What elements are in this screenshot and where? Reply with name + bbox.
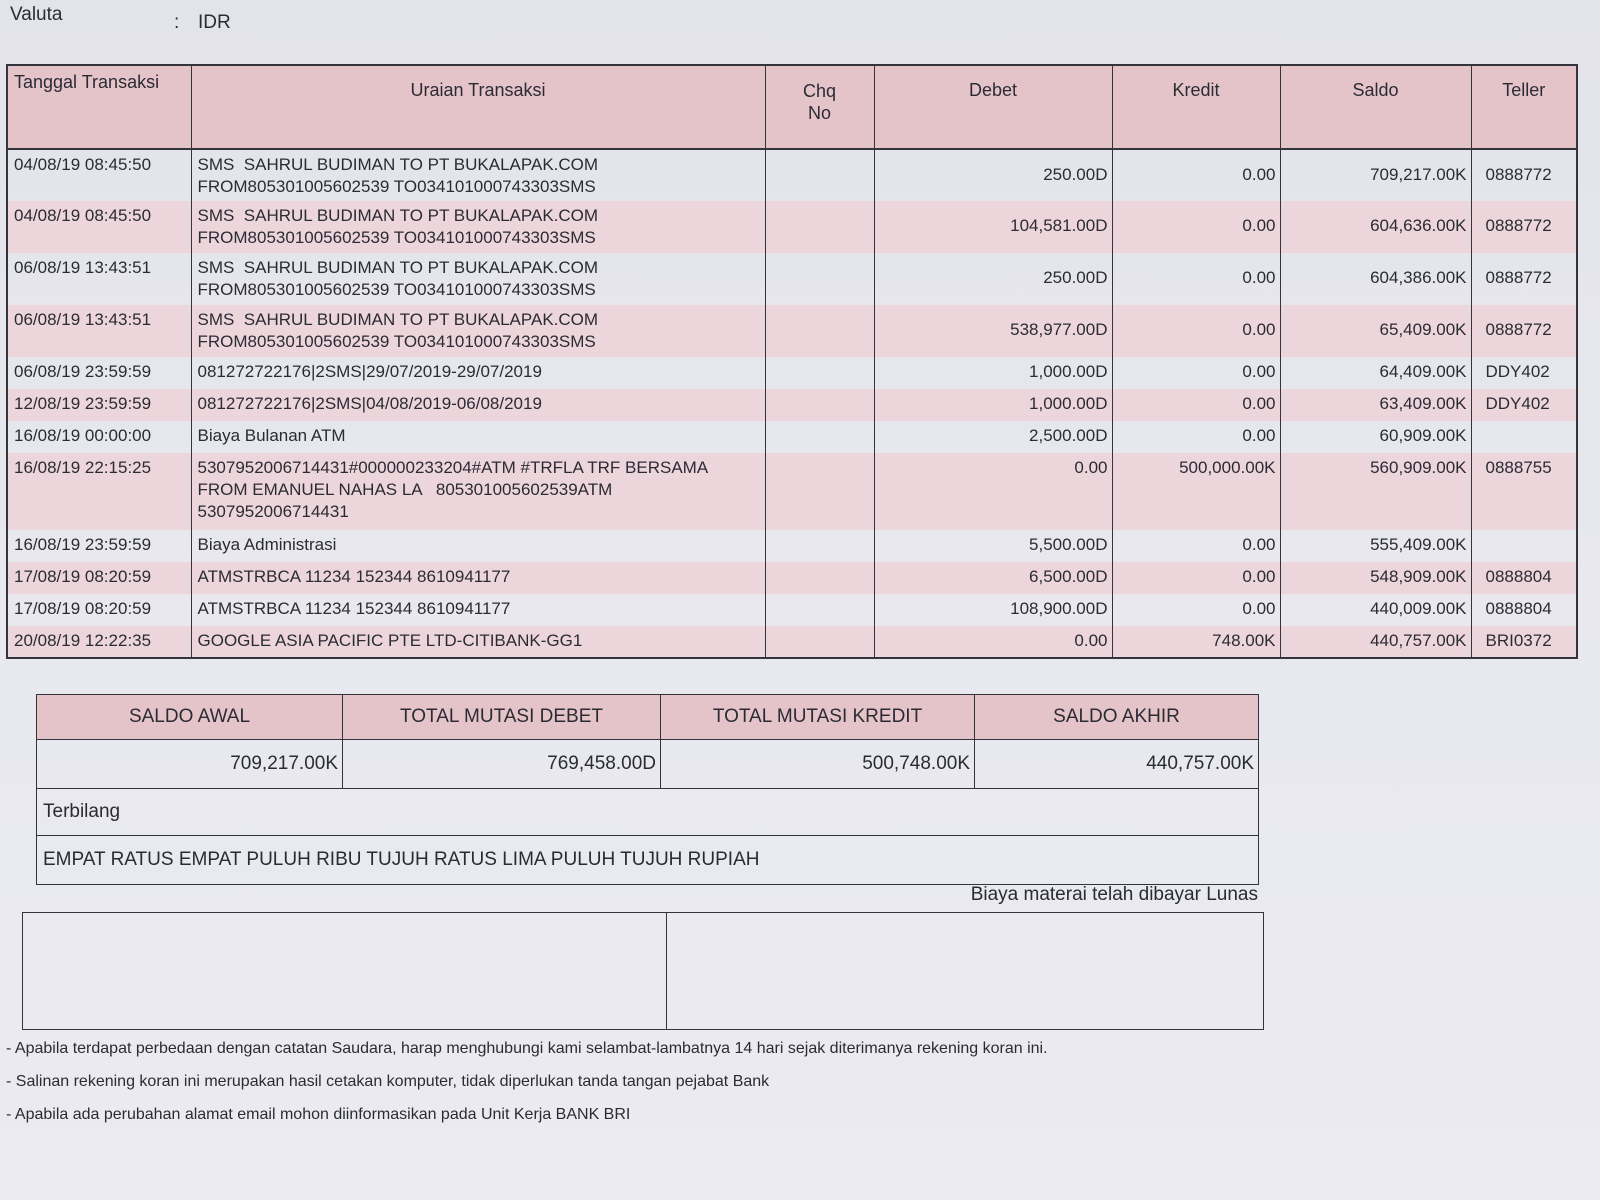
description-line: SMS SAHRUL BUDIMAN TO PT BUKALAPAK.COM [197,310,599,329]
transaction-description [191,530,765,562]
transaction-debit: 250.00D [874,149,1112,201]
transaction-date: 06/08/19 23:59:59 [7,357,191,389]
description-line: FROM805301005602539 TO034101000743303SMS [197,332,596,351]
summary-header-row [37,695,1259,740]
transaction-credit: 0.00 [1112,201,1280,253]
transaction-balance: 604,386.00K [1280,253,1471,305]
transaction-teller: 0888772 [1471,149,1577,201]
summary-saldo-akhir: 440,757.00K [975,740,1259,789]
description-line: SMS SAHRUL BUDIMAN TO PT BUKALAPAK.COM [197,206,599,225]
transaction-teller [1471,530,1577,562]
transaction-chq-no [765,357,874,389]
transaction-description [191,305,765,357]
transaction-date: 06/08/19 13:43:51 [7,253,191,305]
terbilang-text: EMPAT RATUS EMPAT PULUH RIBU TUJUH RATUS LIMA PULUH TUJUH RUPIAH [37,836,1259,885]
valuta-label: Valuta [10,4,63,25]
summary-header-total-debit: TOTAL MUTASI DEBET [343,695,661,740]
description-line: 081272722176|2SMS|29/07/2019-29/07/2019 [197,362,542,381]
description-line: 5307952006714431#000000233204#ATM #TRFLA TRF BERSAMA [197,458,709,477]
description-line: SMS SAHRUL BUDIMAN TO PT BUKALAPAK.COM [197,258,599,277]
transaction-row [7,421,1577,453]
terbilang-label: Terbilang [37,789,1259,836]
transaction-row [7,201,1577,253]
header-balance: Saldo [1280,65,1471,149]
transaction-date: 16/08/19 00:00:00 [7,421,191,453]
footnote: - Apabila ada perubahan alamat email mohon diinformasikan pada Unit Kerja BANK BRI [6,1106,631,1123]
transaction-teller: DDY402 [1471,357,1577,389]
transaction-teller: 0888772 [1471,253,1577,305]
transaction-description [191,357,765,389]
description-line: 5307952006714431 [197,502,349,521]
footnote: - Salinan rekening koran ini merupakan hasil cetakan komputer, tidak diperlukan tanda tangan pejabat Bank [6,1073,770,1090]
transaction-chq-no [765,453,874,530]
transaction-credit: 0.00 [1112,421,1280,453]
transaction-balance: 548,909.00K [1280,562,1471,594]
transaction-chq-no [765,149,874,201]
transaction-date: 16/08/19 22:15:25 [7,453,191,530]
transaction-chq-no [765,594,874,626]
transaction-teller: BRI0372 [1471,626,1577,658]
transaction-teller: 0888755 [1471,453,1577,530]
summary-table [36,694,1259,885]
valuta-separator: : [174,12,180,33]
signature-boxes [22,912,1264,1030]
transaction-chq-no [765,530,874,562]
transaction-chq-no [765,305,874,357]
description-line: ATMSTRBCA 11234 152344 8610941177 [197,567,511,586]
transaction-credit: 0.00 [1112,357,1280,389]
header-debit: Debet [874,65,1112,149]
transaction-date: 06/08/19 13:43:51 [7,305,191,357]
transaction-credit: 0.00 [1112,305,1280,357]
transaction-description [191,253,765,305]
transaction-description [191,149,765,201]
transaction-date: 17/08/19 08:20:59 [7,594,191,626]
transaction-balance: 63,409.00K [1280,389,1471,421]
description-line: Biaya Administrasi [197,535,337,554]
transaction-row [7,149,1577,201]
transaction-table-header [7,65,1577,149]
summary-saldo-awal: 709,217.00K [37,740,343,789]
materai-note: Biaya materai telah dibayar Lunas [970,884,1258,905]
description-line: FROM805301005602539 TO034101000743303SMS [197,280,596,299]
description-line: FROM805301005602539 TO034101000743303SMS [197,228,596,247]
transaction-teller: 0888804 [1471,562,1577,594]
header-row [7,65,1577,149]
transaction-description [191,421,765,453]
transaction-balance: 60,909.00K [1280,421,1471,453]
transaction-debit: 1,000.00D [874,357,1112,389]
description-line: GOOGLE ASIA PACIFIC PTE LTD-CITIBANK-GG1 [197,631,583,650]
summary-header-saldo-awal: SALDO AWAL [37,695,343,740]
transaction-debit: 5,500.00D [874,530,1112,562]
signature-box-right [667,913,1263,1029]
description-line: ATMSTRBCA 11234 152344 8610941177 [197,599,511,618]
transaction-balance: 65,409.00K [1280,305,1471,357]
transaction-date: 17/08/19 08:20:59 [7,562,191,594]
transaction-teller: DDY402 [1471,389,1577,421]
transaction-row [7,562,1577,594]
transaction-row [7,357,1577,389]
transaction-credit: 0.00 [1112,253,1280,305]
transaction-balance: 560,909.00K [1280,453,1471,530]
transaction-balance: 64,409.00K [1280,357,1471,389]
transaction-description [191,594,765,626]
transaction-table [6,64,1578,659]
description-line: Biaya Bulanan ATM [197,426,346,445]
transaction-chq-no [765,253,874,305]
transaction-debit: 1,000.00D [874,389,1112,421]
transaction-teller [1471,421,1577,453]
transaction-balance: 440,009.00K [1280,594,1471,626]
summary-total-credit: 500,748.00K [661,740,975,789]
transaction-chq-no [765,201,874,253]
valuta-value: IDR [198,12,231,33]
header-teller: Teller [1471,65,1577,149]
transaction-chq-no [765,626,874,658]
transaction-balance: 440,757.00K [1280,626,1471,658]
transaction-teller: 0888772 [1471,305,1577,357]
transaction-balance: 555,409.00K [1280,530,1471,562]
transaction-row [7,253,1577,305]
transaction-chq-no [765,562,874,594]
description-line: SMS SAHRUL BUDIMAN TO PT BUKALAPAK.COM [197,155,599,174]
transaction-date: 12/08/19 23:59:59 [7,389,191,421]
description-line: FROM805301005602539 TO034101000743303SMS [197,177,596,196]
description-line: FROM EMANUEL NAHAS LA 805301005602539ATM [197,480,613,499]
header-credit: Kredit [1112,65,1280,149]
terbilang-label-row [37,789,1259,836]
transaction-description [191,626,765,658]
description-line: 081272722176|2SMS|04/08/2019-06/08/2019 [197,394,542,413]
transaction-teller: 0888772 [1471,201,1577,253]
transaction-credit: 0.00 [1112,149,1280,201]
transaction-date: 20/08/19 12:22:35 [7,626,191,658]
transaction-balance: 604,636.00K [1280,201,1471,253]
transaction-debit: 108,900.00D [874,594,1112,626]
transaction-description [191,453,765,530]
header-chq-line1: Chq [802,81,837,101]
transaction-row [7,626,1577,658]
summary-header-total-credit: TOTAL MUTASI KREDIT [661,695,975,740]
transaction-row [7,453,1577,530]
transaction-row [7,594,1577,626]
transaction-chq-no [765,421,874,453]
transaction-row [7,305,1577,357]
transaction-row [7,389,1577,421]
transaction-debit: 0.00 [874,626,1112,658]
transaction-table-body [7,149,1577,658]
summary-value-row [37,740,1259,789]
transaction-debit: 250.00D [874,253,1112,305]
transaction-row [7,530,1577,562]
transaction-teller: 0888804 [1471,594,1577,626]
transaction-debit: 0.00 [874,453,1112,530]
transaction-credit: 0.00 [1112,562,1280,594]
transaction-credit: 0.00 [1112,594,1280,626]
transaction-date: 04/08/19 08:45:50 [7,201,191,253]
summary-total-debit: 769,458.00D [343,740,661,789]
header-chq-line2: No [807,103,831,123]
transaction-credit: 748.00K [1112,626,1280,658]
transaction-description [191,389,765,421]
transaction-credit: 0.00 [1112,389,1280,421]
transaction-date: 16/08/19 23:59:59 [7,530,191,562]
transaction-date: 04/08/19 08:45:50 [7,149,191,201]
transaction-chq-no [765,389,874,421]
transaction-debit: 104,581.00D [874,201,1112,253]
signature-box-left [23,913,667,1029]
transaction-credit: 500,000.00K [1112,453,1280,530]
header-chq-no [765,65,874,149]
terbilang-text-row [37,836,1259,885]
header-description: Uraian Transaksi [191,65,765,149]
transaction-description [191,562,765,594]
transaction-debit: 2,500.00D [874,421,1112,453]
header-date: Tanggal Transaksi [7,65,191,149]
transaction-balance: 709,217.00K [1280,149,1471,201]
transaction-debit: 6,500.00D [874,562,1112,594]
transaction-description [191,201,765,253]
summary-header-saldo-akhir: SALDO AKHIR [975,695,1259,740]
transaction-credit: 0.00 [1112,530,1280,562]
transaction-debit: 538,977.00D [874,305,1112,357]
footnote: - Apabila terdapat perbedaan dengan catatan Saudara, harap menghubungi kami selambat-lambatnya 14 hari sejak diterimanya rekening koran ini. [6,1040,1048,1057]
